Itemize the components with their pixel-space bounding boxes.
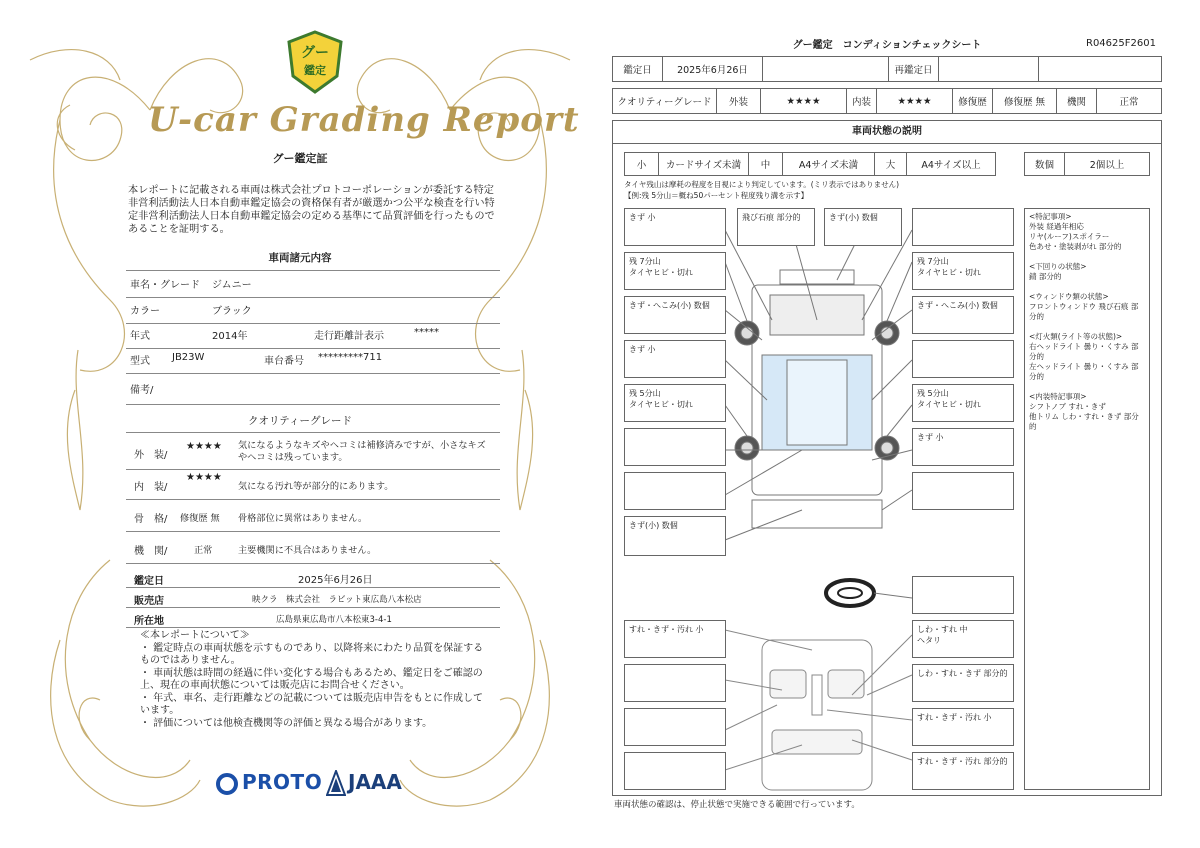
damage-box xyxy=(624,384,726,422)
interior-label: すれ・きず・汚れ 部分的 xyxy=(917,757,1008,766)
damage-box xyxy=(737,208,815,246)
year-label: 年式 xyxy=(130,331,150,342)
damage-box xyxy=(912,208,1014,246)
quality-label: 機 関/ xyxy=(134,546,168,557)
info-row-dealer xyxy=(126,590,500,608)
mileage-label: 走行距離計表示 xyxy=(314,331,384,342)
note-item: ・ 車両状態は時間の経過に伴い変化する場合もあるため、鑑定日をご確認の上、現在の車両状態については販売店にお問合せください。 xyxy=(140,668,483,691)
damage-box xyxy=(624,428,726,466)
goo-badge-logo xyxy=(287,30,343,94)
remark-line: <ウィンドウ類の状態> xyxy=(1029,292,1109,301)
quality-label: 骨 格/ xyxy=(134,514,168,525)
chassis-label: 車台番号 xyxy=(264,356,304,367)
remark-line: 外装 経過年相応 xyxy=(1029,222,1084,231)
remark-line: シフトノブ すれ・きず xyxy=(1029,402,1106,411)
report-notes xyxy=(140,630,490,731)
proto-mark-icon xyxy=(216,773,238,795)
damage-box xyxy=(624,296,726,334)
inspect-date-label: 鑑定日 xyxy=(613,57,663,81)
damage-box xyxy=(912,576,1014,614)
badge-top: グー xyxy=(301,45,329,61)
quality-text: 気になるようなキズやヘコミは補修済みですが、小さなキズやヘコミは残っています。 xyxy=(238,440,486,463)
interior-label: すれ・きず・汚れ 小 xyxy=(917,713,992,722)
year-value: 2014年 xyxy=(212,331,248,342)
size-large-label: 大 xyxy=(875,153,907,175)
damage-label: 残 7分山 タイヤヒビ・切れ xyxy=(917,257,981,277)
repair-value: 修復歴 無 xyxy=(993,89,1057,113)
remark-line: 右ヘッドライト 曇り・くすみ 部分的 xyxy=(1029,342,1139,361)
damage-box xyxy=(912,296,1014,334)
interior-label: すれ・きず・汚れ 小 xyxy=(629,625,704,634)
spec-row-note xyxy=(126,381,500,405)
quality-row-exterior xyxy=(126,438,500,470)
certificate-title: グー鑑定証 xyxy=(272,152,328,165)
engine-value: 正常 xyxy=(1119,97,1139,108)
mileage-value: ***** xyxy=(414,327,439,338)
quality-top-rule xyxy=(126,432,500,433)
interior-box xyxy=(624,664,726,702)
condition-section-title: 車両状態の説明 xyxy=(612,120,1162,144)
remark-line: <特記事項> xyxy=(1029,212,1072,221)
damage-label: きず 小 xyxy=(917,433,944,442)
remark-line: 左ヘッドライト 曇り・くすみ 部分的 xyxy=(1029,362,1139,381)
remarks-panel xyxy=(1024,208,1150,790)
damage-box xyxy=(912,252,1014,290)
damage-label: きず 小 xyxy=(629,345,656,354)
count-label: 数個 xyxy=(1025,153,1065,175)
remark-line: <灯火類(ライト等の状態)> xyxy=(1029,332,1123,341)
note-item: ・ 鑑定時点の車両状態を示すものであり、以降将来にわたり品質を保証するものではありません。 xyxy=(140,643,484,666)
remark-line xyxy=(1029,282,1145,292)
damage-label: 飛び石痕 部分的 xyxy=(742,213,801,222)
quality-stars: 修復歴 無 xyxy=(180,513,220,524)
quality-stars: ★★★★ xyxy=(186,472,222,483)
quality-text: 主要機関に不具合はありません。 xyxy=(238,545,377,556)
report-script-title: U-car Grading Report xyxy=(148,100,580,140)
color-value: ブラック xyxy=(212,306,252,317)
damage-box xyxy=(824,208,902,246)
check-sheet-title: グー鑑定 コンディションチェックシート xyxy=(792,40,982,51)
size-medium-desc: A4サイズ未満 xyxy=(783,153,875,175)
damage-label: きず 小 xyxy=(629,213,656,222)
damage-box xyxy=(912,428,1014,466)
tire-note-2: 【例:残 5分山＝概ね50パーセント程度残り溝を示す】 xyxy=(624,191,809,200)
date-row xyxy=(612,56,1162,82)
interior-box xyxy=(912,664,1014,702)
date-value: 2025年6月26日 xyxy=(298,575,373,586)
damage-label: きず(小) 数個 xyxy=(629,521,678,530)
address-label: 所在地 xyxy=(134,616,164,627)
remark-line xyxy=(1029,322,1145,332)
damage-box xyxy=(624,516,726,556)
jaaa-mark-icon xyxy=(326,770,346,796)
tire-note-1: タイヤ残山は摩耗の程度を目視により判定しています。(ミリ表示ではありません) xyxy=(624,180,900,189)
damage-label: きず(小) 数個 xyxy=(829,213,878,222)
count-legend xyxy=(1024,152,1150,176)
notes-title: ≪本レポートについて≫ xyxy=(140,630,250,641)
remark-line: リヤ(ルーフ)スポイラー xyxy=(1029,232,1110,241)
dealer-value: 映クラ 株式会社 ラビット東広島八本松店 xyxy=(252,595,422,605)
ext-label: 外装 xyxy=(717,89,761,113)
size-large-desc: A4サイズ以上 xyxy=(921,160,981,171)
quality-text: 骨格部位に異常はありません。 xyxy=(238,513,368,524)
quality-row-engine xyxy=(126,538,500,564)
reference-number: R04625F2601 xyxy=(1086,38,1156,49)
chassis-value: *********711 xyxy=(318,352,383,363)
size-legend xyxy=(624,152,996,176)
quality-label: 外 装/ xyxy=(134,450,168,461)
interior-box xyxy=(624,752,726,790)
quality-stars: 正常 xyxy=(194,545,213,556)
address-value: 広島県東広島市八本松東3-4-1 xyxy=(276,615,392,625)
remark-line xyxy=(1029,252,1145,262)
quality-row-interior xyxy=(126,474,500,500)
damage-box xyxy=(912,340,1014,378)
damage-box xyxy=(624,472,726,510)
interior-box xyxy=(912,620,1014,658)
empty-cell xyxy=(763,57,889,81)
size-medium-label: 中 xyxy=(749,153,783,175)
count-value: 2個以上 xyxy=(1089,160,1125,171)
model-label: 型式 xyxy=(130,356,150,367)
damage-box xyxy=(912,472,1014,510)
remark-line: 錆 部分的 xyxy=(1029,272,1062,281)
size-small-desc: カードサイズ未満 xyxy=(659,153,749,175)
damage-label: 残 5分山 タイヤヒビ・切れ xyxy=(917,389,981,409)
model-value: JB23W xyxy=(172,352,205,363)
color-label: カラー xyxy=(130,306,160,317)
quality-label: 内 装/ xyxy=(134,482,168,493)
spec-row-name xyxy=(126,276,500,298)
reinspect-date-value xyxy=(939,57,1039,81)
exterior-top-view xyxy=(725,230,912,540)
remark-line: <下回りの状態> xyxy=(1029,262,1087,271)
size-small-label: 小 xyxy=(625,153,659,175)
quality-row-frame xyxy=(126,506,500,532)
repair-label: 修復歴 xyxy=(953,89,993,113)
footer-note: 車両状態の確認は、停止状態で実施できる範囲で行っています。 xyxy=(614,800,860,810)
remark-line: 他トリム しわ・すれ・きず 部分的 xyxy=(1029,412,1139,431)
note-label: 備考/ xyxy=(130,385,154,396)
interior-box xyxy=(624,708,726,746)
jaaa-logo: JAAA xyxy=(348,770,402,794)
damage-label: 残 7分山 タイヤヒビ・切れ xyxy=(629,257,693,277)
note-item: ・ 年式、車名、走行距離などの記載については販売店申告をもとに作成しています。 xyxy=(140,693,483,716)
quality-stars: ★★★★ xyxy=(186,441,222,452)
damage-box xyxy=(912,384,1014,422)
qg-label: クオリティーグレード xyxy=(613,89,717,113)
spec-top-rule xyxy=(126,270,500,271)
interior-top-view xyxy=(725,630,912,790)
interior-box xyxy=(624,620,726,658)
dealer-label: 販売店 xyxy=(134,596,164,607)
grade-row xyxy=(612,88,1162,114)
damage-box xyxy=(624,340,726,378)
intro-text: 本レポートに記載される車両は株式会社プロトコーポレーションが委託する特定非営利活動法人日本自動車鑑定協会の資格保有者が厳選かつ公平な検査を行い特定非営利活動法人日本自動車鑑定協会の定める基準にて品質評価を行ったものであることを証明する。 xyxy=(128,185,495,235)
remark-line: 色あせ・塗装剥がれ 部分的 xyxy=(1029,242,1122,251)
reinspect-date-label: 再鑑定日 xyxy=(889,57,939,81)
badge-bottom: 鑑定 xyxy=(304,64,326,77)
engine-label: 機関 xyxy=(1057,89,1097,113)
remark-line: フロントウィンドウ 飛び石痕 部分的 xyxy=(1029,302,1139,321)
damage-label: きず・へこみ(小) 数個 xyxy=(917,301,998,310)
note-item: ・ 評価については他検査機関等の評価と異なる場合があります。 xyxy=(140,718,433,729)
int-label: 内装 xyxy=(847,89,877,113)
interior-box xyxy=(912,752,1014,790)
damage-label: 残 5分山 タイヤヒビ・切れ xyxy=(629,389,693,409)
remark-line: <内装特記事項> xyxy=(1029,392,1087,401)
name-label: 車名・グレード xyxy=(130,280,200,291)
interior-box xyxy=(912,708,1014,746)
damage-label: きず・へこみ(小) 数個 xyxy=(629,301,710,310)
spec-row-year xyxy=(126,327,500,349)
date-label: 鑑定日 xyxy=(134,576,164,587)
quality-grade-title: クオリティーグレード xyxy=(248,415,352,427)
info-row-date xyxy=(126,570,500,588)
damage-box xyxy=(624,208,726,246)
steering-wheel-icon xyxy=(826,580,912,606)
damage-box xyxy=(624,252,726,290)
inspect-date-value: 2025年6月26日 xyxy=(663,57,763,81)
spec-row-model xyxy=(126,352,500,374)
name-value: ジムニー xyxy=(212,280,252,291)
spec-row-color xyxy=(126,302,500,324)
remark-line xyxy=(1029,382,1145,392)
int-stars: ★★★★ xyxy=(877,89,953,113)
quality-text: 気になる汚れ等が部分的にあります。 xyxy=(238,481,394,492)
spec-section-title: 車両諸元内容 xyxy=(268,252,332,264)
ext-stars: ★★★★ xyxy=(761,89,847,113)
info-row-address xyxy=(126,610,500,628)
interior-label: しわ・すれ 中 ヘタリ xyxy=(917,625,968,645)
proto-logo: PROTO xyxy=(242,770,323,794)
interior-label: しわ・すれ・きず 部分的 xyxy=(917,669,1008,678)
